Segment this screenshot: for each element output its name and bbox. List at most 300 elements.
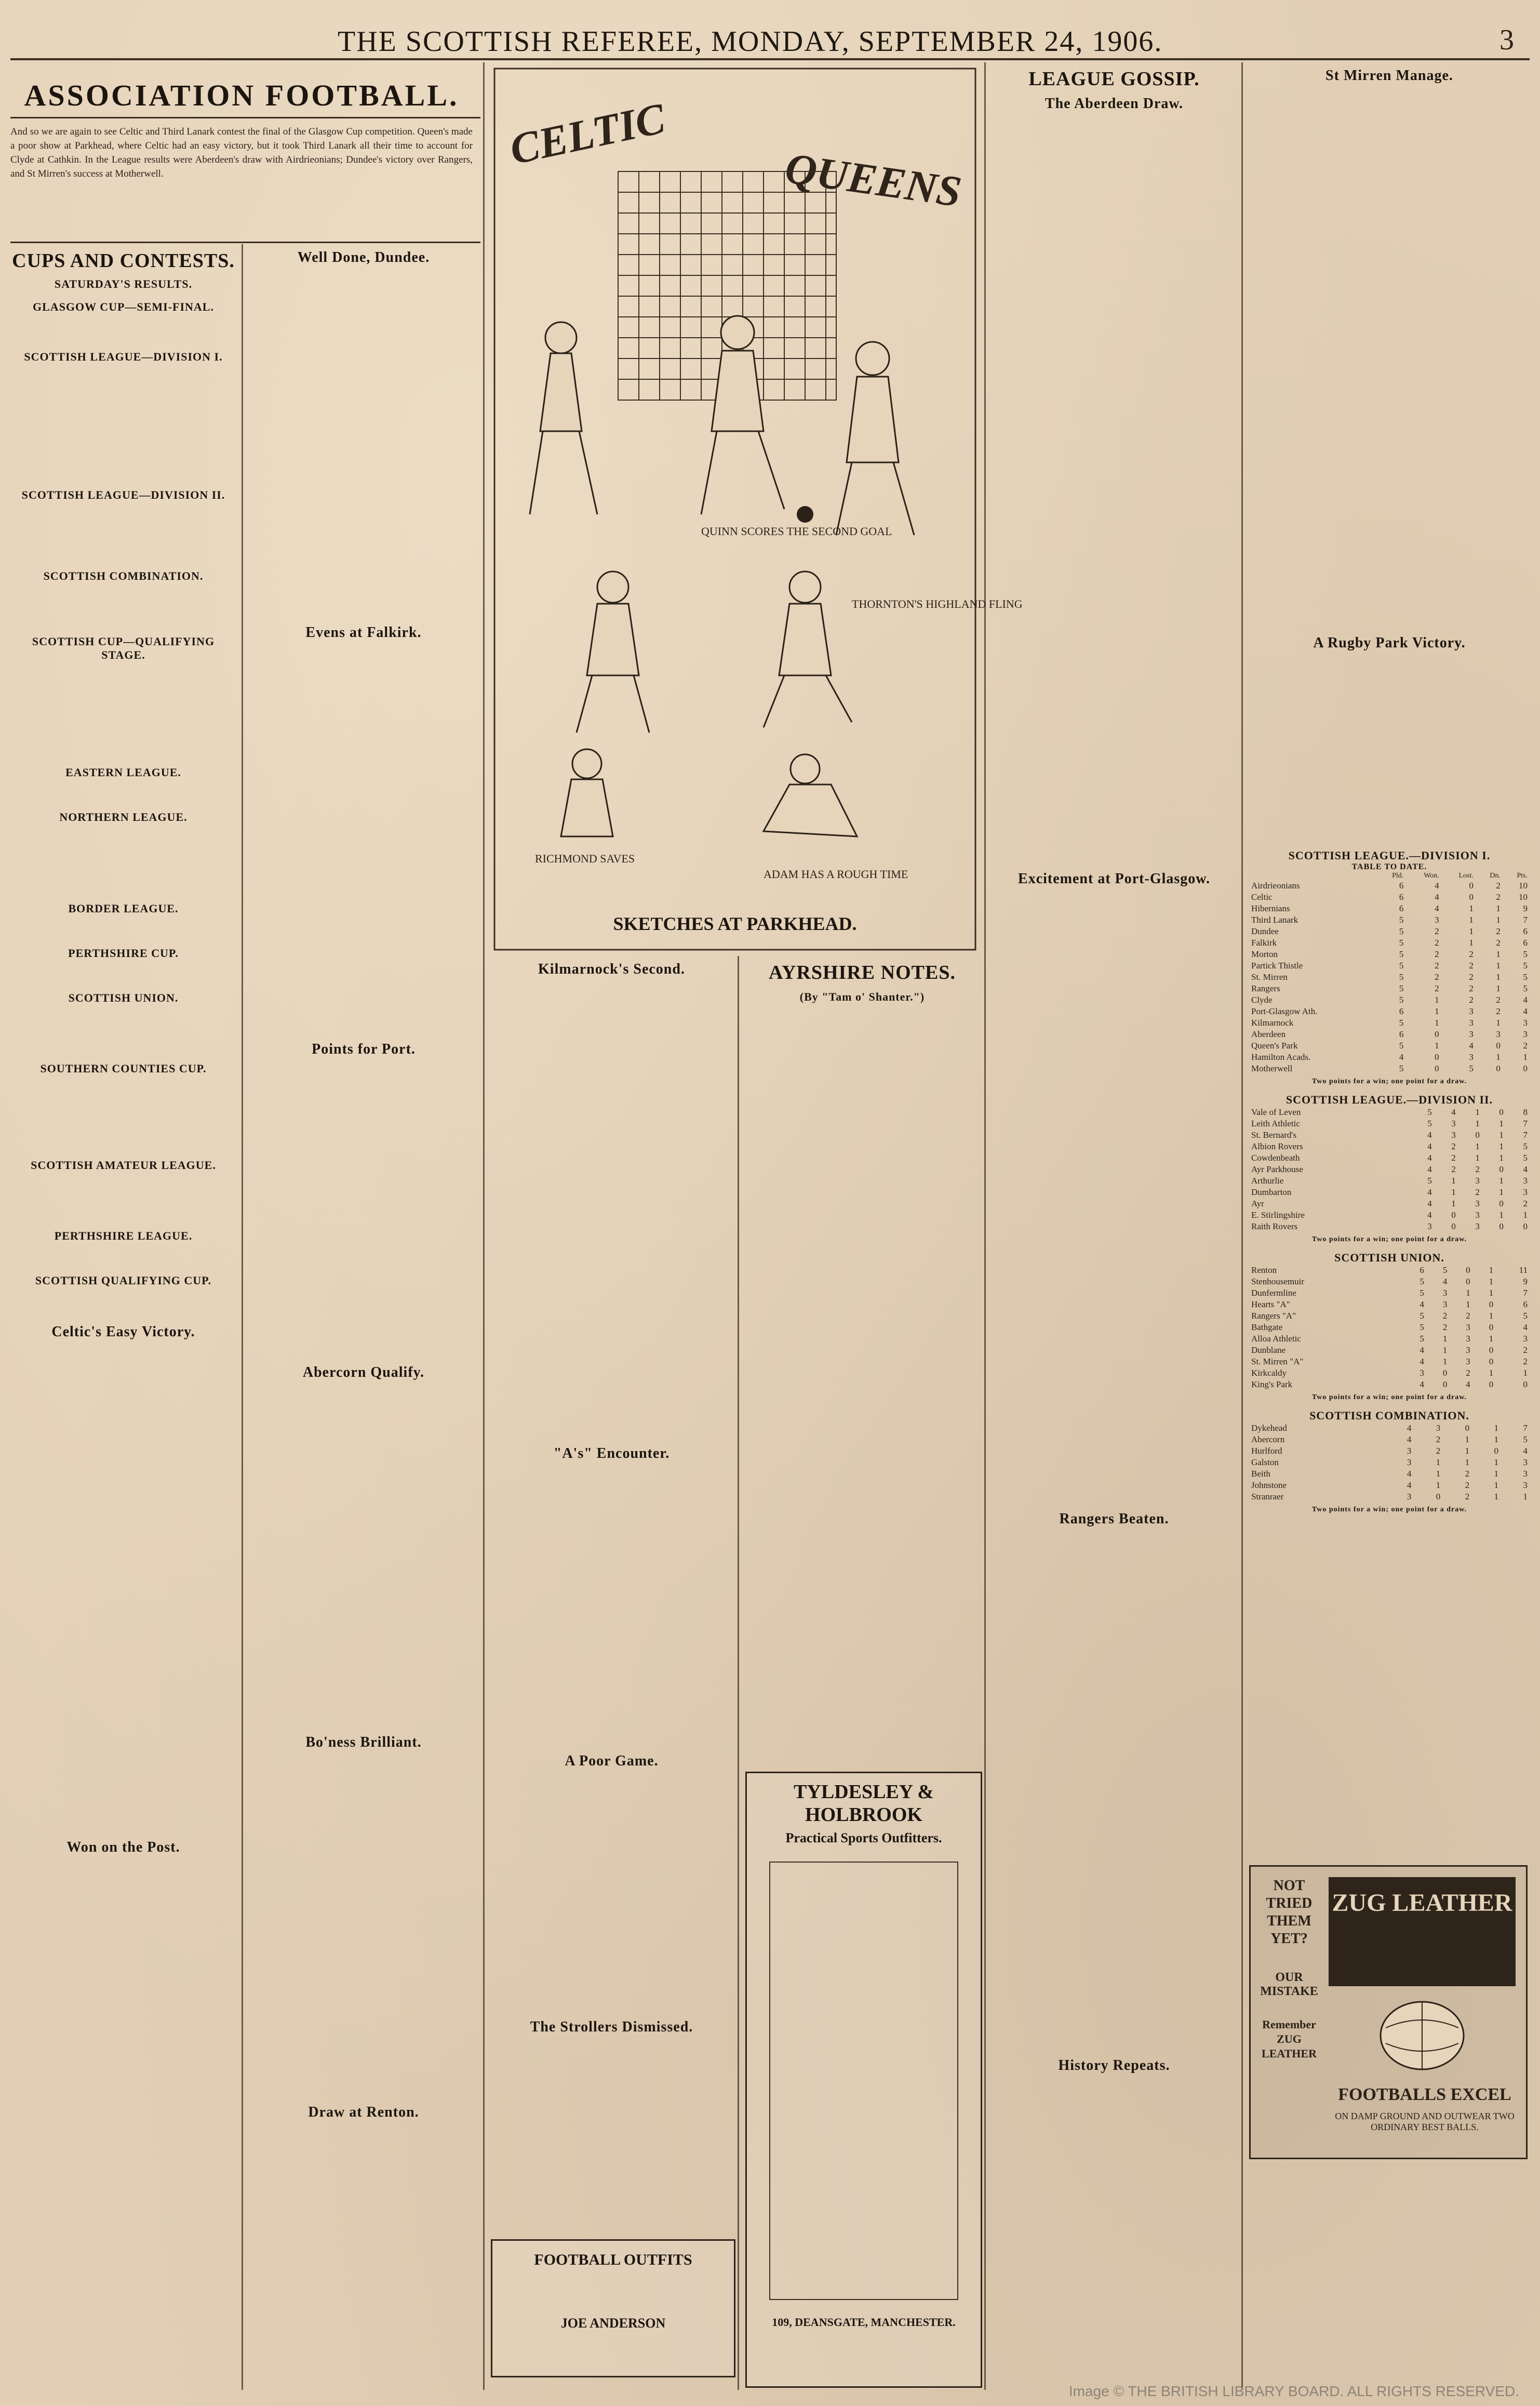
table-cell: 7 — [1523, 915, 1528, 925]
table-cell: 1 — [1436, 1469, 1441, 1479]
table-cell: 1 — [1466, 1288, 1470, 1298]
table-cell: 3 — [1442, 1288, 1448, 1298]
table-cell: 1 — [1494, 1457, 1499, 1467]
table-cell: 0 — [1499, 1107, 1504, 1117]
table-footnote: Two points for a win; one point for a draw. — [1311, 1235, 1467, 1243]
football-outfits-ad — [491, 2239, 735, 2377]
table-cell: 0 — [1499, 1221, 1504, 1231]
table-cell: 5 — [1523, 1311, 1528, 1321]
league-div1-row — [1249, 926, 1530, 937]
ad-title: TYLDESLEY & HOLBROOK — [794, 1781, 934, 1826]
table-cell: 2 — [1436, 1434, 1441, 1444]
table-cell: 3 — [1496, 1029, 1501, 1039]
table-cell: 6 — [1399, 892, 1404, 902]
union-row — [1249, 1367, 1530, 1379]
table-cell: 1 — [1469, 926, 1474, 936]
table-cell: 3 — [1475, 1221, 1480, 1231]
table-cell: 5 — [1399, 1064, 1404, 1073]
league-div1-row — [1249, 994, 1530, 1006]
article-body — [249, 266, 478, 624]
table-cell: 4 — [1427, 1210, 1432, 1220]
table-cell: 2 — [1436, 1446, 1441, 1456]
combination-row — [1249, 1423, 1530, 1434]
table-cell: 6 — [1399, 1029, 1404, 1039]
border-league-heading: BORDER LEAGUE. — [68, 902, 179, 915]
table-cell: 3 — [1523, 1457, 1528, 1467]
team-name: Airdrieonians — [1251, 881, 1300, 890]
table-cell: 1 — [1499, 1176, 1504, 1186]
table-cell: 5 — [1523, 972, 1528, 982]
table-cell: 6 — [1523, 938, 1528, 948]
table-cell: 1 — [1489, 1265, 1494, 1275]
col-header: Won. — [1424, 872, 1439, 880]
team-name: Partick Thistle — [1251, 961, 1303, 971]
strollers-heading: The Strollers Dismissed. — [530, 2019, 693, 2035]
evens-heading: Evens at Falkirk. — [305, 624, 422, 641]
team-name: Rangers "A" — [1251, 1311, 1296, 1321]
team-name: Abercorn — [1251, 1434, 1285, 1444]
league-div2-row — [1249, 1198, 1530, 1209]
team-name: Falkirk — [1251, 938, 1277, 948]
table-cell: 1 — [1496, 949, 1501, 959]
eastern-league-heading: EASTERN LEAGUE. — [65, 766, 181, 779]
table-cell: 3 — [1427, 1221, 1432, 1231]
player-figure — [764, 754, 857, 836]
table-cell: 3 — [1451, 1130, 1456, 1140]
table-cell: 3 — [1466, 1345, 1470, 1355]
table-cell: 1 — [1469, 938, 1474, 948]
table-cell: 4 — [1523, 1322, 1528, 1332]
table-cell: 1 — [1489, 1311, 1494, 1321]
zug-logo: ZUG LEATHER — [1329, 1877, 1516, 1986]
table-cell: 5 — [1523, 983, 1528, 993]
celtic-easy-heading: Celtic's Easy Victory. — [51, 1324, 195, 1340]
points-port-heading: Points for Port. — [312, 1041, 416, 1057]
kilmarnock-heading: Kilmarnock's Second. — [538, 961, 685, 977]
main-heading: ASSOCIATION FOOTBALL. — [24, 78, 459, 112]
table-cell: 1 — [1435, 1018, 1439, 1028]
perthshire-league-heading: PERTHSHIRE LEAGUE. — [54, 1229, 193, 1242]
combination-row — [1249, 1445, 1530, 1457]
article-body — [249, 1058, 478, 1364]
table-cell: 4 — [1427, 1130, 1432, 1140]
table-cell: 5 — [1399, 926, 1404, 936]
table-cell: 1 — [1496, 983, 1501, 993]
union-row — [1249, 1276, 1530, 1287]
table-cell: 0 — [1442, 1379, 1448, 1389]
table-cell: 1 — [1436, 1457, 1441, 1467]
table-cell: 5 — [1523, 1141, 1528, 1151]
union-row — [1249, 1333, 1530, 1345]
excitement-heading: Excitement at Port-Glasgow. — [1018, 871, 1210, 887]
table-cell: 4 — [1407, 1423, 1412, 1433]
league-div2-row — [1249, 1141, 1530, 1152]
union-title: SCOTTISH UNION. — [1334, 1251, 1444, 1264]
article-body — [992, 2074, 1236, 2386]
table-cell: 8 — [1523, 1107, 1528, 1117]
player-figure — [701, 316, 784, 514]
table-cell: 3 — [1523, 1480, 1528, 1490]
table-cell: 1 — [1475, 1141, 1480, 1151]
table-cell: 0 — [1494, 1446, 1499, 1456]
league-div1-row — [1249, 880, 1530, 892]
zug-our-mistake: OUR MISTAKE — [1260, 1971, 1318, 1998]
league-div2-row — [1249, 1175, 1530, 1187]
table-cell: 1 — [1451, 1187, 1456, 1197]
article-body — [10, 1340, 236, 1839]
table-cell: 1 — [1435, 1006, 1439, 1016]
table-cell: 0 — [1523, 1221, 1528, 1231]
table-footnote: Two points for a win; one point for a draw. — [1311, 1393, 1467, 1401]
table-cell: 0 — [1435, 1029, 1439, 1039]
table-cell: 4 — [1420, 1379, 1424, 1389]
table-cell: 2 — [1442, 1322, 1448, 1332]
table-cell: 2 — [1496, 938, 1501, 948]
table-cell: 5 — [1420, 1334, 1424, 1344]
league-div2-row — [1249, 1164, 1530, 1175]
table-cell: 1 — [1451, 1176, 1456, 1186]
table-cell: 1 — [1496, 972, 1501, 982]
table-cell: 4 — [1435, 881, 1439, 890]
league-div1-row — [1249, 1006, 1530, 1017]
table-cell: 5 — [1399, 915, 1404, 925]
team-name: Kirkcaldy — [1251, 1368, 1287, 1378]
article-body — [992, 112, 1236, 871]
table-cell: 3 — [1436, 1423, 1441, 1433]
table-cell: 3 — [1523, 1018, 1528, 1028]
results-column — [10, 249, 236, 2390]
results-subheading: SATURDAY'S RESULTS. — [54, 277, 193, 290]
table-cell: 1 — [1496, 915, 1501, 925]
table-cell: 2 — [1466, 1368, 1470, 1378]
heading-rule — [10, 117, 480, 118]
table-cell: 4 — [1427, 1141, 1432, 1151]
column-divider — [242, 244, 243, 2390]
league-div1-row — [1249, 892, 1530, 903]
article-body — [10, 1856, 236, 2323]
combination-row — [1249, 1468, 1530, 1480]
table-cell: 4 — [1427, 1199, 1432, 1208]
table-cell: 1 — [1496, 903, 1501, 913]
table-cell: 0 — [1436, 1492, 1441, 1501]
ad-subtitle: Practical Sports Outfitters. — [785, 1830, 942, 1845]
table-cell: 1 — [1465, 1434, 1470, 1444]
sketch-svg — [493, 68, 1023, 951]
table-cell: 2 — [1435, 926, 1439, 936]
league-div1-row — [1249, 949, 1530, 960]
player-figure — [577, 571, 649, 733]
team-name: E. Stirlingshire — [1251, 1210, 1305, 1220]
combination-heading: SCOTTISH COMBINATION. — [43, 569, 204, 582]
table-cell: 9 — [1523, 1277, 1528, 1286]
table-cell: 2 — [1466, 1311, 1470, 1321]
league-div2-table — [1249, 1107, 1530, 1232]
team-name: Morton — [1251, 949, 1278, 959]
image-credit: Image © THE BRITISH LIBRARY BOARD. ALL RIGHTS RESERVED. — [1068, 2383, 1519, 2399]
team-name: Hearts "A" — [1251, 1299, 1290, 1309]
results-block — [10, 779, 236, 810]
caption-quinn: QUINN SCORES THE SECOND GOAL — [701, 525, 892, 538]
team-name: Ayr — [1251, 1199, 1264, 1208]
table-cell: 4 — [1435, 892, 1439, 902]
ayrshire-byline: (By "Tam o' Shanter.") — [799, 990, 925, 1003]
table-cell: 3 — [1435, 915, 1439, 925]
team-name: Dunblane — [1251, 1345, 1286, 1355]
league-div2-heading: SCOTTISH LEAGUE—DIVISION II. — [21, 488, 225, 501]
intro-paragraph: And so we are again to see Celtic and Third Lanark contest the final of the Glasgow Cup competition. Queen's made a poor show at Parkhead, where Celtic had an easy victory, but it took Third Lanark all their time to account for Clyde at Cathkin. In the League results were Aberdeen's draw with Airdrieonians; Dundee's victory over Rangers, and St Mirren's success at Motherwell. — [10, 126, 473, 179]
table-cell: 3 — [1466, 1334, 1470, 1344]
table-cell: 1 — [1442, 1357, 1448, 1366]
league-div1-row — [1249, 937, 1530, 949]
article-body — [491, 2036, 732, 2171]
table-cell: 0 — [1489, 1357, 1494, 1366]
a-encounter-heading: "A's" Encounter. — [553, 1445, 670, 1461]
table-cell: 1 — [1489, 1277, 1494, 1286]
article-body — [992, 1527, 1236, 2057]
article-body — [491, 1770, 732, 2019]
ad-address: 109, DEANSGATE, MANCHESTER. — [772, 2316, 956, 2329]
article-body — [745, 1004, 979, 1731]
table-cell: 2 — [1496, 926, 1501, 936]
league-div2-row — [1249, 1118, 1530, 1129]
table-cell: 2 — [1496, 995, 1501, 1005]
title-queens: QUEENS — [782, 144, 965, 217]
league-div2-row — [1249, 1187, 1530, 1198]
league-div1-subtitle: TABLE TO DATE. — [1351, 862, 1427, 871]
table-cell: 1 — [1496, 961, 1501, 971]
table-cell: 0 — [1523, 1064, 1528, 1073]
masthead-rule — [10, 58, 1530, 60]
table-cell: 1 — [1494, 1434, 1499, 1444]
table-cell: 1 — [1442, 1345, 1448, 1355]
combination-table — [1249, 1423, 1530, 1503]
results-block — [10, 915, 236, 947]
table-cell: 3 — [1475, 1176, 1480, 1186]
table-cell: 10 — [1519, 881, 1528, 890]
rangers-beaten-heading: Rangers Beaten. — [1059, 1511, 1169, 1527]
table-cell: 4 — [1420, 1357, 1424, 1366]
article-body — [249, 1381, 478, 1734]
table-cell: 4 — [1427, 1164, 1432, 1174]
table-cell: 0 — [1489, 1379, 1494, 1389]
zug-remember: Remember ZUG LEATHER — [1262, 2018, 1317, 2060]
table-cell: 3 — [1407, 1492, 1412, 1501]
player-figure — [836, 342, 914, 535]
table-cell: 4 — [1427, 1187, 1432, 1197]
table-cell: 1 — [1499, 1130, 1504, 1140]
team-name: Johnstone — [1251, 1480, 1287, 1490]
table-cell: 2 — [1496, 892, 1501, 902]
table-cell: 5 — [1523, 949, 1528, 959]
table-cell: 4 — [1442, 1277, 1448, 1286]
league-div2-title: SCOTTISH LEAGUE.—DIVISION II. — [1285, 1093, 1493, 1106]
well-done-heading: Well Done, Dundee. — [297, 249, 430, 265]
table-cell: 0 — [1489, 1345, 1494, 1355]
combination-row — [1249, 1491, 1530, 1503]
combination-row — [1249, 1480, 1530, 1491]
rugby-heading: A Rugby Park Victory. — [1313, 635, 1466, 651]
ad-illustration — [769, 1862, 958, 2300]
league-div1-row — [1249, 972, 1530, 983]
table-cell: 5 — [1399, 972, 1404, 982]
table-cell: 2 — [1451, 1164, 1456, 1174]
column-divider — [984, 62, 986, 2390]
table-footnote: Two points for a win; one point for a draw. — [1311, 1506, 1467, 1513]
abercorn-heading: Abercorn Qualify. — [302, 1364, 425, 1380]
league-div1-row — [1249, 1040, 1530, 1052]
player-figure — [561, 749, 613, 836]
team-name: Rangers — [1251, 983, 1280, 993]
team-name: Galston — [1251, 1457, 1279, 1467]
table-cell: 3 — [1407, 1446, 1412, 1456]
table-cell: 3 — [1523, 1176, 1528, 1186]
table-cell: 2 — [1469, 961, 1474, 971]
league-div1-row — [1249, 983, 1530, 994]
player-figure — [764, 571, 852, 727]
table-cell: 5 — [1420, 1322, 1424, 1332]
table-cell: 4 — [1523, 1006, 1528, 1016]
table-cell: 11 — [1519, 1265, 1528, 1275]
union-row — [1249, 1310, 1530, 1322]
table-cell: 1 — [1499, 1210, 1504, 1220]
table-cell: 2 — [1442, 1311, 1448, 1321]
player-figure — [530, 322, 597, 514]
table-cell: 6 — [1523, 1299, 1528, 1309]
table-cell: 1 — [1475, 1153, 1480, 1163]
table-cell: 5 — [1469, 1064, 1474, 1073]
table-cell: 4 — [1407, 1434, 1412, 1444]
table-cell: 1 — [1466, 1299, 1470, 1309]
table-cell: 5 — [1420, 1311, 1424, 1321]
table-cell: 0 — [1465, 1423, 1470, 1433]
column-four — [745, 961, 979, 1740]
league-div1-row — [1249, 1052, 1530, 1063]
combination-title: SCOTTISH COMBINATION. — [1309, 1409, 1469, 1422]
table-cell: 0 — [1523, 1379, 1528, 1389]
table-cell: 2 — [1451, 1141, 1456, 1151]
team-name: Kilmarnock — [1251, 1018, 1294, 1028]
table-cell: 7 — [1523, 1130, 1528, 1140]
table-cell: 5 — [1399, 949, 1404, 959]
table-cell: 5 — [1420, 1277, 1424, 1286]
table-cell: 4 — [1407, 1469, 1412, 1479]
union-row — [1249, 1265, 1530, 1276]
table-cell: 5 — [1523, 1153, 1528, 1163]
table-cell: 6 — [1420, 1265, 1424, 1275]
union-row — [1249, 1299, 1530, 1310]
table-cell: 1 — [1499, 1119, 1504, 1128]
southern-counties-heading: SOUTHERN COUNTIES CUP. — [40, 1062, 207, 1075]
table-cell: 7 — [1523, 1119, 1528, 1128]
scottish-union-heading: SCOTTISH UNION. — [68, 991, 179, 1004]
table-cell: 3 — [1469, 1006, 1474, 1016]
perthshire-cup-heading: PERTHSHIRE CUP. — [68, 947, 179, 960]
team-name: Albion Rovers — [1251, 1141, 1303, 1151]
table-cell: 1 — [1465, 1457, 1470, 1467]
table-cell: 3 — [1451, 1119, 1456, 1128]
union-row — [1249, 1356, 1530, 1367]
table-cell: 2 — [1496, 881, 1501, 890]
table-cell: 2 — [1469, 949, 1474, 959]
team-name: St. Bernard's — [1251, 1130, 1297, 1140]
column-divider — [483, 62, 485, 2390]
table-cell: 7 — [1523, 1288, 1528, 1298]
table-cell: 5 — [1399, 1041, 1404, 1051]
team-name: Dundee — [1251, 926, 1279, 936]
table-cell: 0 — [1499, 1164, 1504, 1174]
article-body — [249, 2121, 478, 2391]
table-cell: 3 — [1523, 1469, 1528, 1479]
st-mirren-heading: St Mirren Manage. — [1325, 68, 1453, 84]
team-name: Port-Glasgow Ath. — [1251, 1006, 1318, 1016]
results-block — [10, 1005, 236, 1062]
team-name: Bathgate — [1251, 1322, 1283, 1332]
intro-rule — [10, 242, 480, 243]
table-cell: 1 — [1523, 1210, 1528, 1220]
col-header: Dn. — [1490, 872, 1501, 880]
table-cell: 3 — [1420, 1368, 1424, 1378]
team-name: King's Park — [1251, 1379, 1293, 1389]
northern-league-heading: NORTHERN LEAGUE. — [59, 810, 188, 823]
team-name: Hamilton Acads. — [1251, 1052, 1311, 1062]
caption-richmond: RICHMOND SAVES — [535, 852, 635, 865]
table-cell: 1 — [1475, 1119, 1480, 1128]
team-name: Leith Athletic — [1251, 1119, 1300, 1128]
results-block — [10, 824, 236, 902]
table-cell: 2 — [1469, 972, 1474, 982]
poor-game-heading: A Poor Game. — [565, 1753, 659, 1769]
table-cell: 2 — [1469, 983, 1474, 993]
table-cell: 4 — [1523, 995, 1528, 1005]
league-div1-row — [1249, 1029, 1530, 1040]
football-icon — [797, 506, 813, 523]
table-footnote: Two points for a win; one point for a draw. — [1311, 1078, 1467, 1085]
table-cell: 5 — [1399, 995, 1404, 1005]
table-cell: 2 — [1523, 1345, 1528, 1355]
article-body — [1249, 84, 1530, 635]
masthead — [16, 21, 1524, 57]
team-name: St. Mirren "A" — [1251, 1357, 1304, 1366]
team-name: Dumbarton — [1251, 1187, 1292, 1197]
table-cell: 5 — [1399, 938, 1404, 948]
results-block — [10, 1172, 236, 1229]
table-cell: 1 — [1499, 1187, 1504, 1197]
table-cell: 3 — [1466, 1357, 1470, 1366]
column-divider — [738, 956, 739, 2390]
combination-row — [1249, 1457, 1530, 1468]
table-cell: 1 — [1499, 1141, 1504, 1151]
table-cell: 4 — [1420, 1299, 1424, 1309]
table-cell: 0 — [1435, 1064, 1439, 1073]
scottish-qualifying-heading: SCOTTISH QUALIFYING CUP. — [35, 1274, 212, 1287]
table-cell: 4 — [1469, 1041, 1474, 1051]
table-cell: 5 — [1399, 1018, 1404, 1028]
table-cell: 1 — [1499, 1153, 1504, 1163]
league-div2-row — [1249, 1107, 1530, 1118]
league-div1-row — [1249, 903, 1530, 914]
table-cell: 9 — [1523, 903, 1528, 913]
team-name: Hurlford — [1251, 1446, 1282, 1456]
team-name: Renton — [1251, 1265, 1277, 1275]
table-cell: 4 — [1523, 1164, 1528, 1174]
combination-row — [1249, 1434, 1530, 1445]
table-cell: 4 — [1435, 903, 1439, 913]
team-name: Motherwell — [1251, 1064, 1293, 1073]
league-div1-title: SCOTTISH LEAGUE.—DIVISION I. — [1288, 849, 1491, 862]
results-block — [10, 662, 236, 766]
zug-tagline: ON DAMP GROUND AND OUTWEAR TWO ORDINARY BEST BALLS. — [1335, 2111, 1515, 2132]
table-cell: 4 — [1420, 1345, 1424, 1355]
